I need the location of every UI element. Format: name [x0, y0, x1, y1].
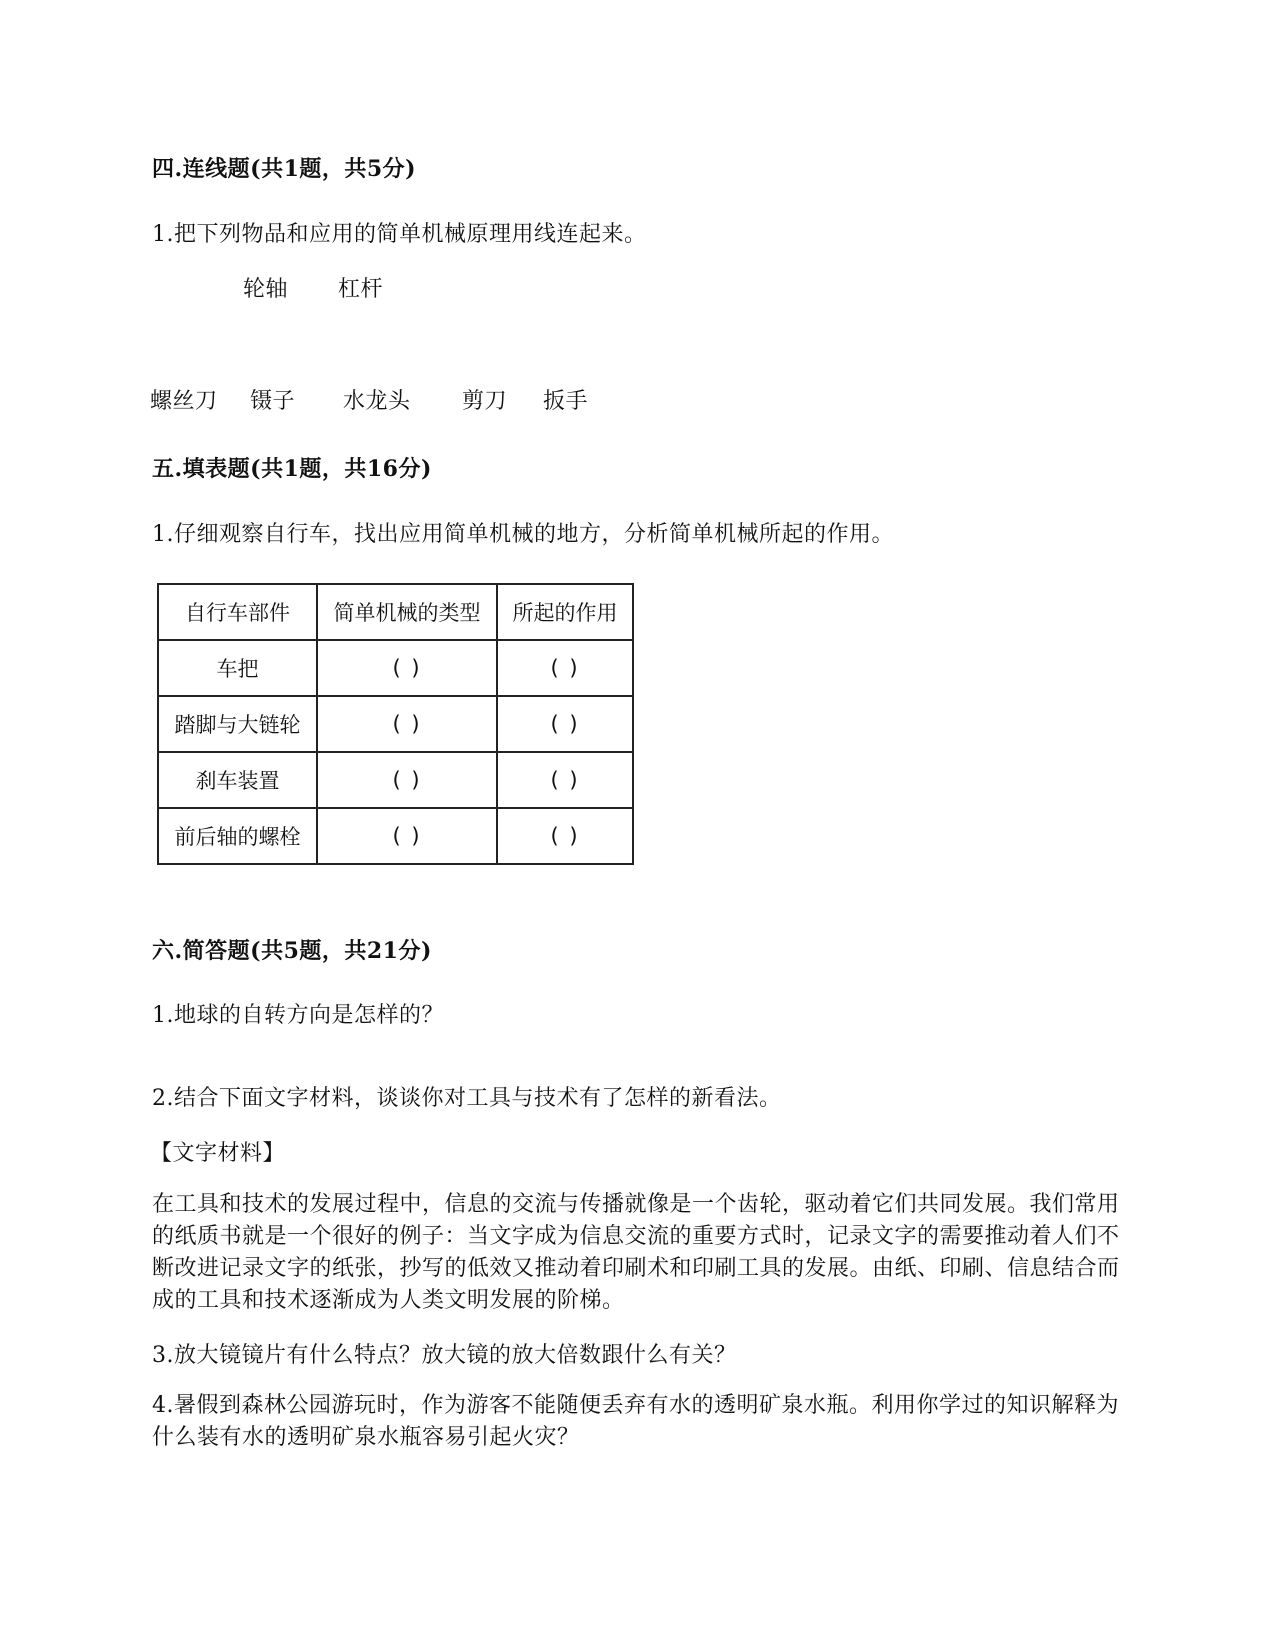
table-row — [158, 752, 633, 808]
principle-wheel-axle: 轮轴 — [243, 277, 289, 302]
table-cell-part: 刹车装置 — [158, 752, 317, 808]
table-cell-type-blank: ( ) — [317, 640, 497, 696]
table-header-effect: 所起的作用 — [497, 584, 633, 640]
bicycle-table — [157, 583, 634, 865]
section5-heading: 五.填表题(共1题，共16分) — [152, 456, 432, 482]
item-screwdriver: 螺丝刀 — [150, 389, 218, 414]
table-cell-type-blank: ( ) — [317, 752, 497, 808]
table-cell-effect-blank: ( ) — [497, 808, 633, 864]
table-cell-part: 踏脚与大链轮 — [158, 696, 317, 752]
table-row — [158, 696, 633, 752]
table-cell-type-blank: ( ) — [317, 808, 497, 864]
table-cell-effect-blank: ( ) — [497, 752, 633, 808]
table-cell-part: 车把 — [158, 640, 317, 696]
table-header-type: 简单机械的类型 — [317, 584, 497, 640]
item-faucet: 水龙头 — [343, 389, 411, 414]
item-wrench: 扳手 — [543, 389, 589, 414]
item-tweezers: 镊子 — [250, 389, 296, 414]
section6-question-2: 2.结合下面文字材料，谈谈你对工具与技术有了怎样的新看法。 — [152, 1086, 782, 1111]
section4-heading: 四.连线题(共1题，共5分) — [152, 156, 417, 182]
principle-lever: 杠杆 — [338, 277, 384, 302]
section4-question-1: 1.把下列物品和应用的简单机械原理用线连起来。 — [152, 222, 647, 247]
table-cell-effect-blank: ( ) — [497, 640, 633, 696]
table-header-part: 自行车部件 — [158, 584, 317, 640]
material-text: 在工具和技术的发展过程中，信息的交流与传播就像是一个齿轮，驱动着它们共同发展。我们常用的纸质书就是一个很好的例子：当文字成为信息交流的重要方式时，记录文字的需要推动着人们不断改进记录文字的纸张，抄写的低效又推动着印刷术和印刷工具的发展。由纸、印刷、信息结合而成的工具和技术逐渐成为人类文明发展的阶梯。 — [152, 1192, 1120, 1313]
section5-question-1: 1.仔细观察自行车，找出应用简单机械的地方，分析简单机械所起的作用。 — [152, 522, 894, 547]
table-cell-effect-blank: ( ) — [497, 696, 633, 752]
table-cell-type-blank: ( ) — [317, 696, 497, 752]
table-row — [158, 640, 633, 696]
item-scissors: 剪刀 — [462, 389, 508, 414]
table-cell-part: 前后轴的螺栓 — [158, 808, 317, 864]
material-label: 【文字材料】 — [150, 1141, 286, 1166]
section6-heading: 六.简答题(共5题，共21分) — [152, 938, 432, 964]
table-header-row — [158, 584, 633, 640]
section6-question-3: 3.放大镜镜片有什么特点？放大镜的放大倍数跟什么有关？ — [152, 1343, 737, 1368]
table-row — [158, 808, 633, 864]
section6-question-1: 1.地球的自转方向是怎样的？ — [152, 1003, 444, 1028]
section6-question-4: 4.暑假到森林公园游玩时，作为游客不能随便丢弃有水的透明矿泉水瓶。利用你学过的知识解释为什么装有水的透明矿泉水瓶容易引起火灾？ — [152, 1393, 1119, 1450]
